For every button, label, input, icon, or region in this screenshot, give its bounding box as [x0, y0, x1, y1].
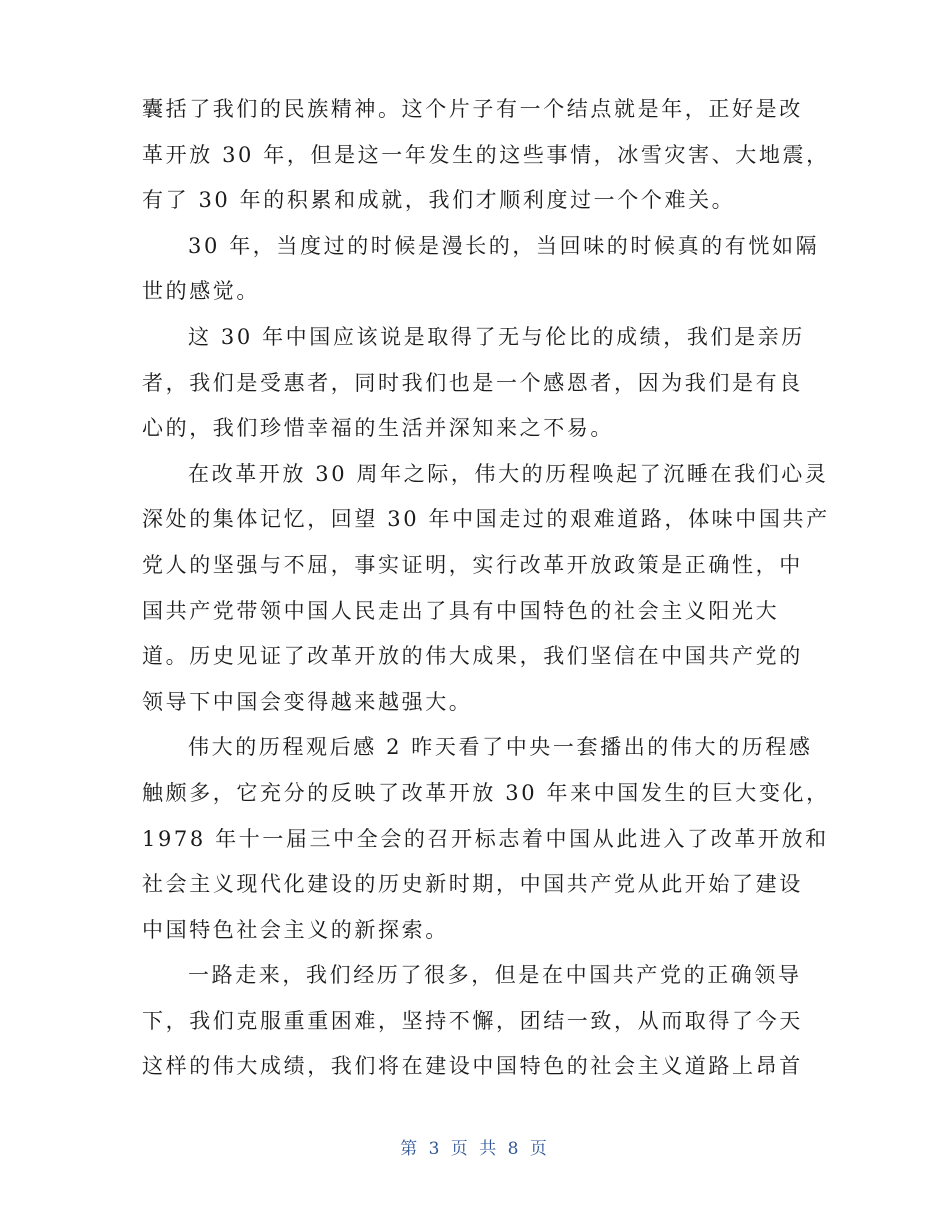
text-line: 这样的伟大成绩，我们将在建设中国特色的社会主义道路上昂首 — [142, 1054, 803, 1079]
text-line: 这 30 年中国应该说是取得了无与伦比的成绩，我们是亲历 — [188, 324, 805, 349]
text-line: 党人的坚强与不屈，事实证明，实行改革开放政策是正确性，中 — [142, 552, 803, 577]
text-line: 深处的集体记忆，回望 30 年中国走过的艰难道路，体味中国共产 — [142, 507, 830, 532]
text-line: 道。历史见证了改革开放的伟大成果，我们坚信在中国共产党的 — [142, 644, 803, 669]
text-line: 触颇多，它充分的反映了改革开放 30 年来中国发生的巨大变化， — [142, 780, 830, 805]
text-line: 在改革开放 30 周年之际，伟大的历程唤起了沉睡在我们心灵 — [188, 461, 829, 486]
text-line: 囊括了我们的民族精神。这个片子有一个结点就是年，正好是改 — [142, 97, 803, 121]
text-line: 伟大的历程观后感 2 昨天看了中央一套播出的伟大的历程感 — [188, 735, 813, 760]
text-line: 下，我们克服重重困难，坚持不懈，团结一致，从而取得了今天 — [142, 1008, 803, 1033]
page-number-footer: 第 3 页 共 8 页 — [400, 1139, 550, 1159]
body-text — [142, 87, 830, 1090]
text-line: 领导下中国会变得越来越强大。 — [142, 689, 473, 714]
text-line: 革开放 30 年，但是这一年发生的这些事情，冰雪灾害、大地震， — [142, 142, 830, 167]
text-line: 有了 30 年的积累和成就，我们才顺利度过一个个难关。 — [142, 188, 736, 213]
text-line: 社会主义现代化建设的历史新时期，中国共产党从此开始了建设 — [142, 872, 803, 897]
text-line: 者，我们是受惠者，同时我们也是一个感恩者，因为我们是有良 — [142, 370, 803, 395]
text-line: 心的，我们珍惜幸福的生活并深知来之不易。 — [142, 416, 614, 441]
text-line: 中国特色社会主义的新探索。 — [142, 917, 449, 942]
text-line: 国共产党带领中国人民走出了具有中国特色的社会主义阳光大 — [142, 598, 780, 623]
text-line: 世的感觉。 — [142, 279, 260, 304]
text-line: 1978 年十一届三中全会的召开标志着中国从此进入了改革开放和 — [142, 826, 829, 851]
text-line: 30 年，当度过的时候是漫长的，当回味的时候真的有恍如隔 — [188, 233, 820, 258]
text-line: 一路走来，我们经历了很多，但是在中国共产党的正确领导 — [188, 963, 802, 988]
